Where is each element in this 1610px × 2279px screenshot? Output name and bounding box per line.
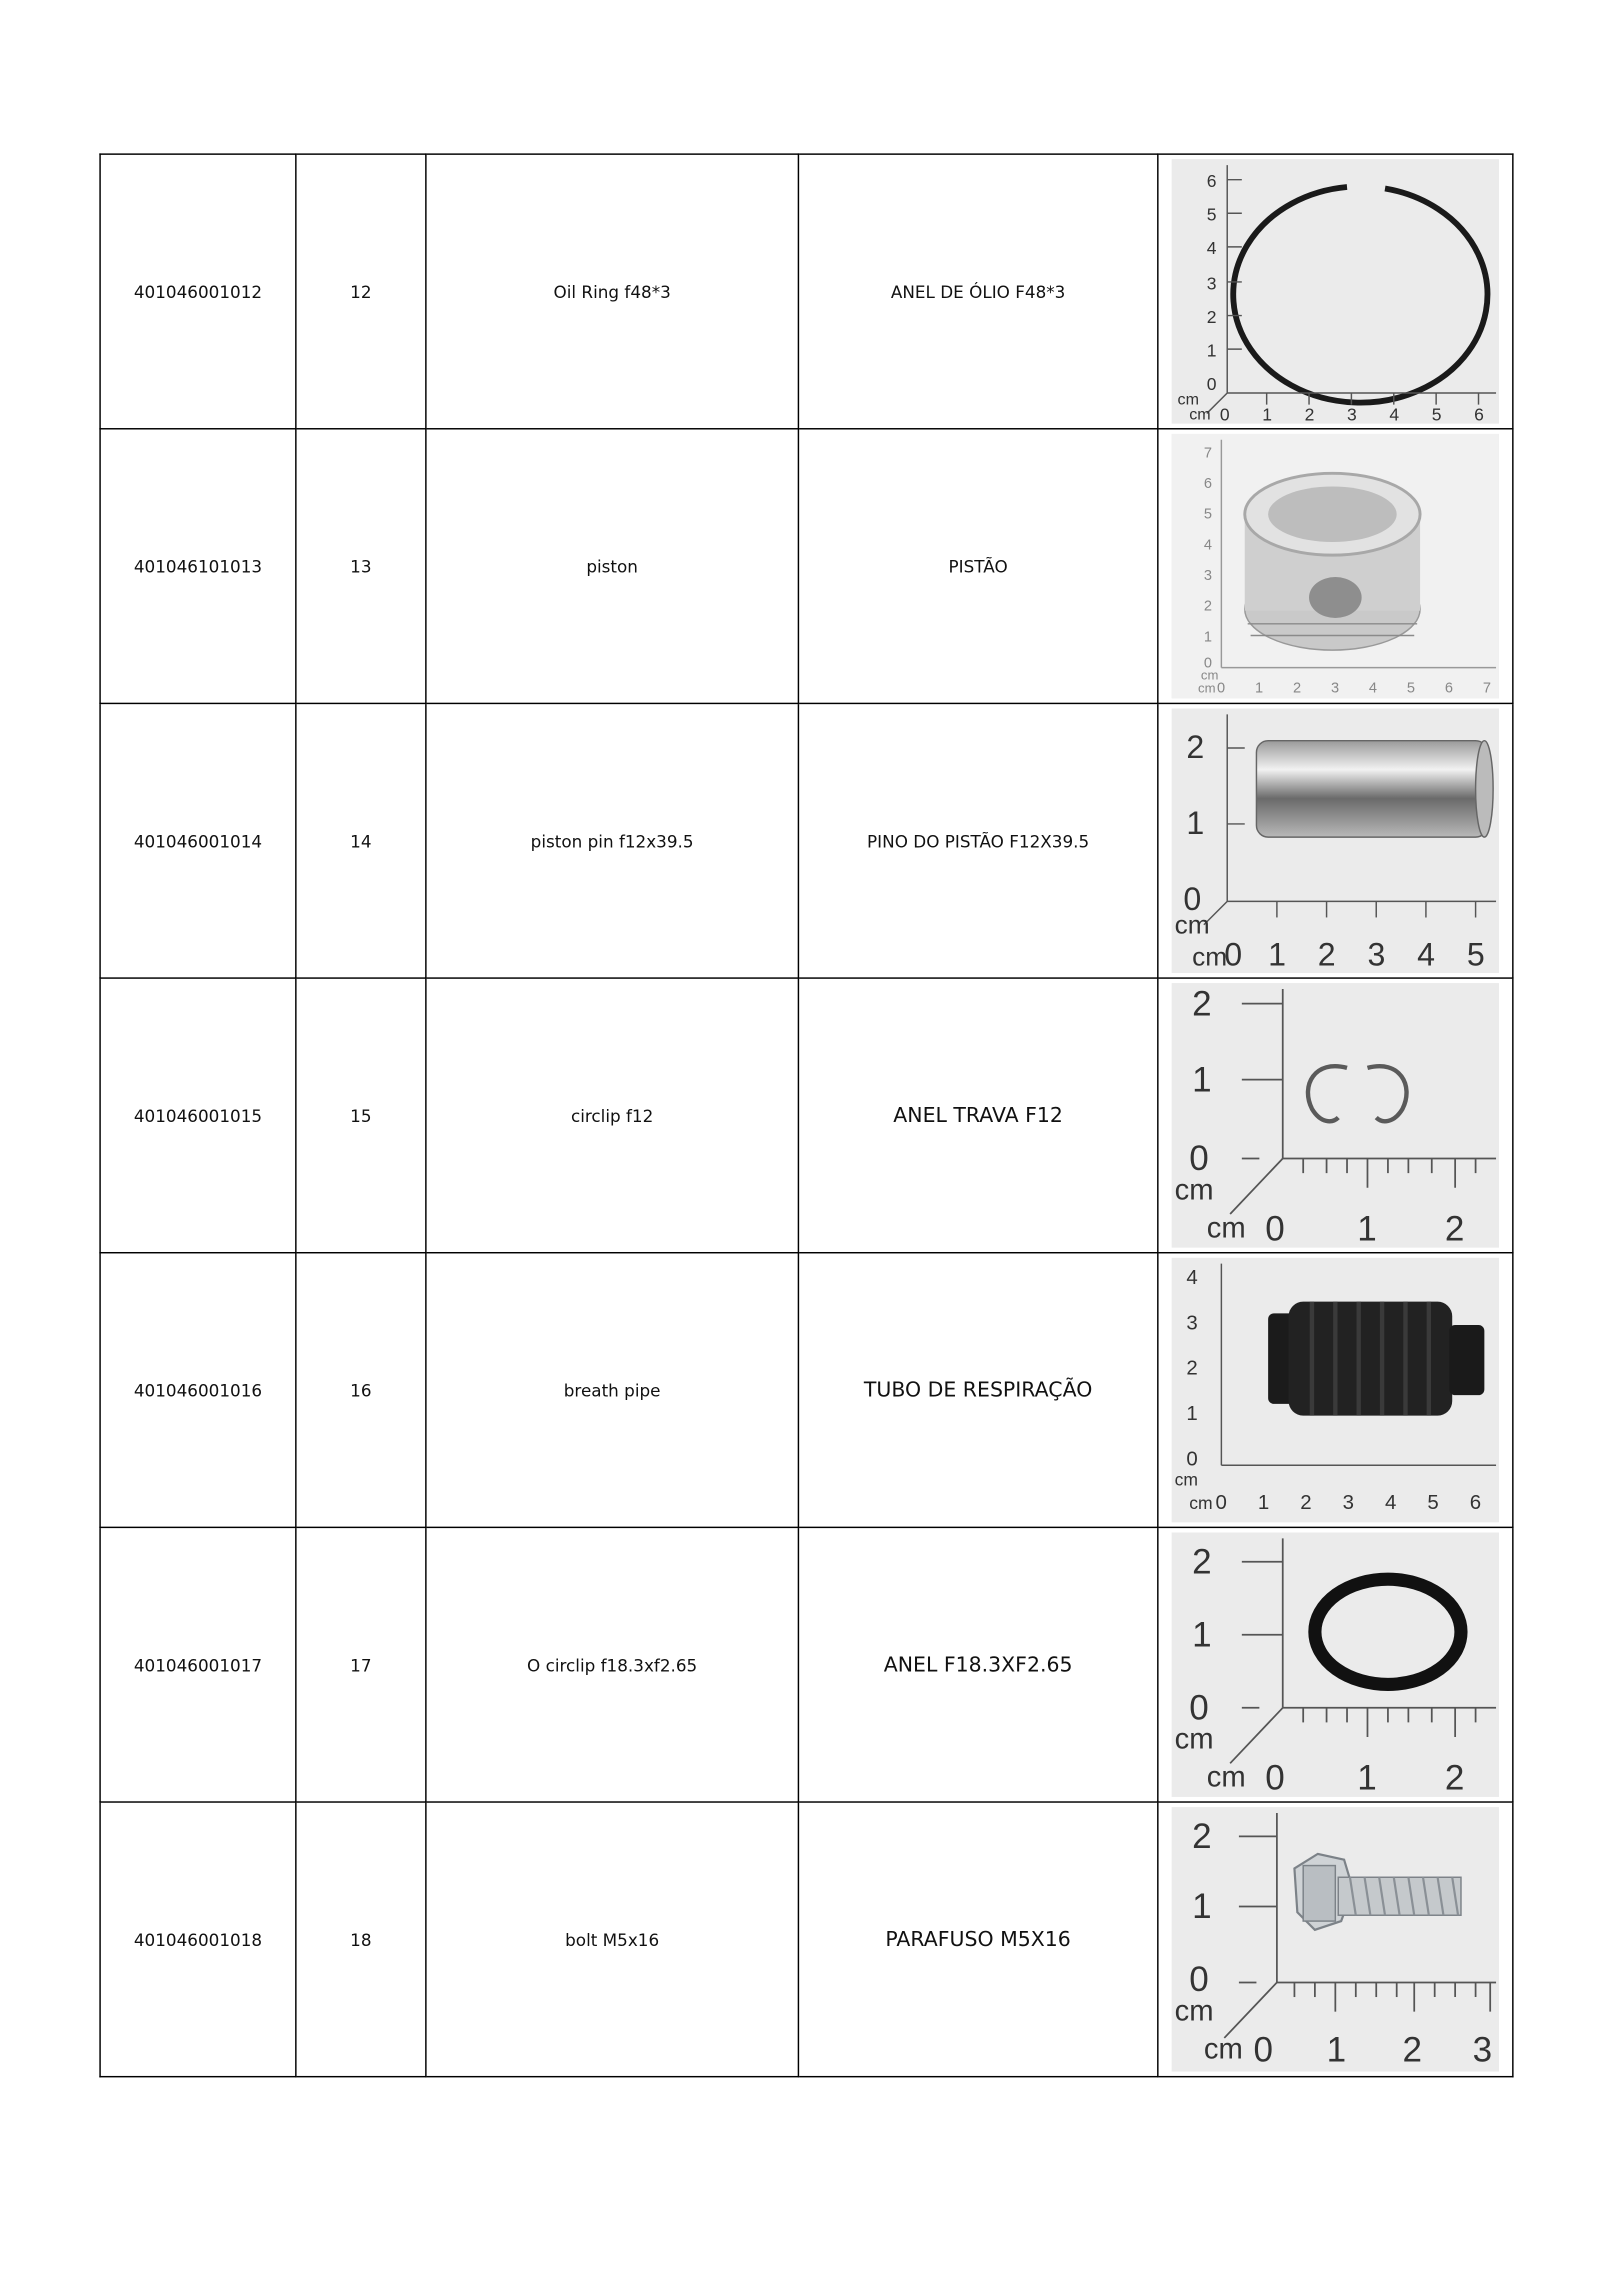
- y-tick-label: 6: [1203, 475, 1212, 492]
- y-tick-label: 2: [1192, 1542, 1212, 1582]
- y-tick-label: 0: [1189, 1139, 1209, 1179]
- table-row: [100, 1253, 1513, 1528]
- unit-label: cm: [1189, 405, 1211, 424]
- x-tick-label: 3: [1367, 936, 1386, 973]
- table-row: [100, 154, 1513, 429]
- x-tick-label: 4: [1368, 680, 1378, 697]
- piston-pin-photo: [1172, 709, 1499, 973]
- description-pt: PINO DO PISTÃO F12X39.5: [798, 703, 1157, 978]
- o-ring-photo: [1172, 1532, 1499, 1796]
- unit-label: cm: [1192, 941, 1228, 972]
- x-tick-label: 0: [1215, 1491, 1227, 1515]
- y-tick-label: 1: [1206, 340, 1217, 361]
- part-code: 401046101013: [100, 429, 296, 704]
- breath-pipe-photo: [1172, 1258, 1499, 1522]
- x-tick-label: 4: [1417, 936, 1436, 973]
- x-tick-label: 0: [1216, 680, 1226, 697]
- description-en: O circlip f18.3xf2.65: [426, 1527, 799, 1802]
- part-code: 401046001017: [100, 1527, 296, 1802]
- x-tick-label: 2: [1317, 936, 1336, 973]
- unit-label: cm: [1203, 2033, 1243, 2066]
- x-tick-label: 3: [1330, 680, 1340, 697]
- description-en: piston: [426, 429, 799, 704]
- description-en: bolt M5x16: [426, 1802, 799, 2077]
- description-en: piston pin f12x39.5: [426, 703, 799, 978]
- x-tick-label: 0: [1253, 2030, 1274, 2070]
- y-tick-label: 0: [1183, 881, 1202, 918]
- x-tick-label: 4: [1385, 1491, 1397, 1515]
- y-tick-label: 3: [1203, 567, 1212, 584]
- table-row: [100, 1802, 1513, 2077]
- table-row: [100, 429, 1513, 704]
- y-tick-label: 2: [1186, 1356, 1198, 1380]
- x-tick-label: 3: [1342, 1491, 1355, 1515]
- description-en: breath pipe: [426, 1253, 799, 1528]
- y-tick-label: 1: [1192, 1060, 1212, 1100]
- unit-label: cm: [1174, 909, 1210, 940]
- x-tick-label: 0: [1219, 404, 1230, 424]
- y-tick-label: 2: [1192, 984, 1212, 1024]
- y-tick-label: 1: [1203, 629, 1212, 646]
- unit-label: cm: [1174, 1469, 1198, 1490]
- unit-label: cm: [1200, 667, 1219, 683]
- y-tick-label: 6: [1206, 170, 1217, 191]
- y-tick-label: 0: [1186, 1447, 1198, 1471]
- item-number: 14: [296, 703, 426, 978]
- unit-label: cm: [1198, 680, 1216, 696]
- x-tick-label: 2: [1444, 1209, 1465, 1248]
- x-tick-label: 1: [1257, 1491, 1270, 1515]
- description-pt: TUBO DE RESPIRAÇÃO: [798, 1253, 1157, 1528]
- x-tick-label: 2: [1304, 404, 1315, 424]
- x-tick-label: 0: [1224, 936, 1243, 973]
- x-tick-label: 0: [1265, 1209, 1285, 1248]
- description-pt: ANEL TRAVA F12: [798, 978, 1157, 1253]
- item-number: 16: [296, 1253, 426, 1528]
- part-code: 401046001012: [100, 154, 296, 429]
- item-number: 17: [296, 1527, 426, 1802]
- x-tick-label: 5: [1431, 404, 1442, 424]
- x-tick-label: 6: [1474, 404, 1484, 424]
- y-tick-label: 2: [1186, 729, 1205, 766]
- y-tick-label: 3: [1186, 1311, 1198, 1335]
- x-tick-label: 3: [1347, 404, 1357, 424]
- description-en: Oil Ring f48*3: [426, 154, 799, 429]
- table-row: [100, 1527, 1513, 1802]
- x-tick-label: 5: [1406, 680, 1416, 697]
- item-number: 15: [296, 978, 426, 1253]
- x-tick-label: 1: [1357, 1209, 1377, 1248]
- x-tick-label: 1: [1262, 404, 1273, 424]
- unit-label: cm: [1174, 1723, 1214, 1756]
- item-number: 12: [296, 154, 426, 429]
- y-tick-label: 4: [1203, 537, 1212, 554]
- x-tick-label: 1: [1268, 936, 1287, 973]
- x-tick-label: 7: [1482, 680, 1492, 697]
- x-tick-label: 3: [1472, 2030, 1493, 2070]
- part-code: 401046001018: [100, 1802, 296, 2077]
- table-row: [100, 703, 1513, 978]
- unit-label: cm: [1189, 1493, 1213, 1514]
- x-tick-label: 6: [1444, 680, 1454, 697]
- description-pt: ANEL F18.3XF2.65: [798, 1527, 1157, 1802]
- x-tick-label: 4: [1389, 404, 1400, 424]
- y-tick-label: 1: [1192, 1615, 1212, 1655]
- x-tick-label: 1: [1254, 680, 1264, 697]
- table-row: [100, 978, 1513, 1253]
- part-code: 401046001016: [100, 1253, 296, 1528]
- y-tick-label: 4: [1186, 1266, 1198, 1290]
- y-tick-label: 7: [1203, 445, 1212, 462]
- x-tick-label: 5: [1466, 936, 1485, 973]
- item-number: 13: [296, 429, 426, 704]
- y-tick-label: 0: [1189, 1688, 1209, 1728]
- y-tick-label: 2: [1206, 306, 1217, 327]
- x-tick-label: 2: [1292, 680, 1302, 697]
- y-tick-label: 0: [1206, 374, 1217, 395]
- x-tick-label: 0: [1265, 1758, 1285, 1797]
- unit-label: cm: [1177, 390, 1199, 409]
- description-pt: PARAFUSO M5X16: [798, 1802, 1157, 2077]
- y-tick-label: 1: [1192, 1887, 1212, 1927]
- y-tick-label: 5: [1206, 204, 1217, 225]
- x-tick-label: 1: [1357, 1758, 1377, 1797]
- oil-ring-photo: [1172, 159, 1499, 423]
- description-pt: PISTÃO: [798, 429, 1157, 704]
- y-tick-label: 3: [1206, 273, 1217, 294]
- unit-label: cm: [1206, 1212, 1246, 1245]
- x-tick-label: 6: [1469, 1491, 1482, 1515]
- x-tick-label: 2: [1402, 2030, 1423, 2070]
- description-pt: ANEL DE ÓLIO F48*3: [798, 154, 1157, 429]
- unit-label: cm: [1174, 1995, 1214, 2028]
- y-tick-label: 1: [1186, 1401, 1198, 1425]
- x-tick-label: 5: [1427, 1491, 1439, 1515]
- parts-table: [99, 153, 1513, 2077]
- part-code: 401046001014: [100, 703, 296, 978]
- piston-photo: [1172, 434, 1499, 698]
- x-tick-label: 2: [1444, 1758, 1465, 1797]
- x-tick-label: 1: [1326, 2030, 1347, 2070]
- item-number: 18: [296, 1802, 426, 2077]
- unit-label: cm: [1174, 1174, 1214, 1207]
- y-tick-label: 0: [1203, 655, 1212, 672]
- y-tick-label: 2: [1192, 1817, 1212, 1857]
- y-tick-label: 5: [1203, 506, 1212, 523]
- y-tick-label: 4: [1206, 238, 1217, 259]
- y-tick-label: 1: [1186, 805, 1205, 842]
- part-code: 401046001015: [100, 978, 296, 1253]
- y-tick-label: 0: [1189, 1960, 1209, 2000]
- bolt-photo: [1172, 1807, 1499, 2071]
- unit-label: cm: [1206, 1761, 1246, 1794]
- circlip-photo: [1172, 983, 1499, 1247]
- y-tick-label: 2: [1203, 598, 1212, 615]
- x-tick-label: 2: [1300, 1491, 1312, 1515]
- description-en: circlip f12: [426, 978, 799, 1253]
